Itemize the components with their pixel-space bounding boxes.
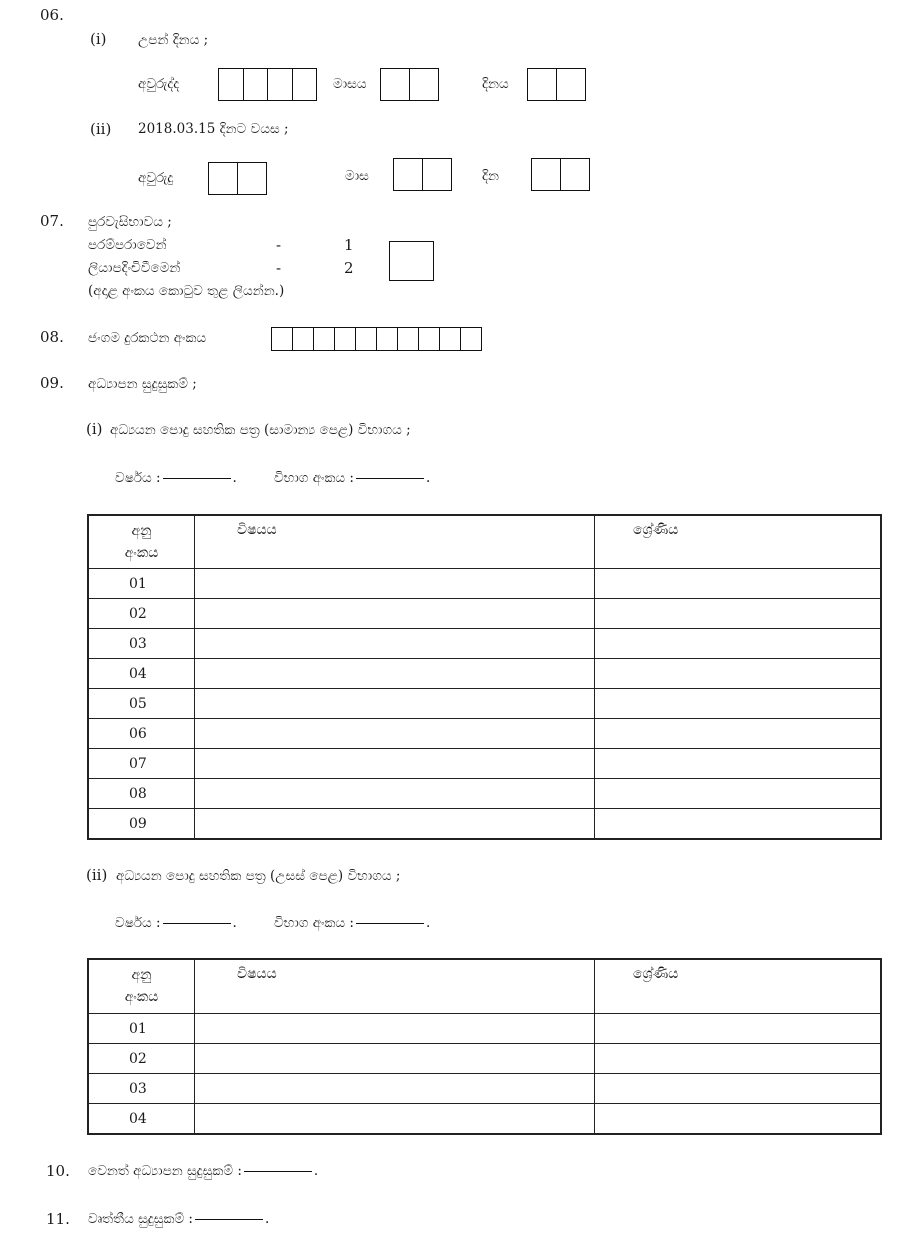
row-number: 07 (89, 749, 195, 779)
birth-month-boxes[interactable] (380, 68, 439, 101)
other-qualifications-label: වෙනත් අධ්‍යාපන සුදුසුකම් : (88, 1163, 242, 1179)
row-number: 03 (89, 1074, 195, 1104)
grade-cell[interactable] (595, 1074, 881, 1104)
grade-cell[interactable] (595, 779, 881, 809)
citizenship-option-dash: - (276, 236, 282, 254)
row-number: 09 (89, 809, 195, 839)
subject-cell[interactable] (195, 719, 595, 749)
birth-month-label: මාසය (333, 76, 367, 92)
subject-cell[interactable] (195, 1074, 595, 1104)
question-07-number: 07. (40, 212, 64, 230)
al-table-header (89, 960, 881, 1014)
question-11-number: 11. (46, 1210, 70, 1228)
other-qualifications-period: . (313, 1163, 319, 1179)
other-qualifications-row (88, 1163, 318, 1179)
grade-cell[interactable] (595, 689, 881, 719)
ol-year-label: වර්ෂය : (115, 470, 161, 486)
table-row (89, 569, 881, 599)
ol-index-blank[interactable] (356, 478, 424, 479)
citizenship-label: පුරවැසිභාවය ; (88, 214, 172, 230)
table-row (89, 659, 881, 689)
age-years-boxes[interactable] (208, 162, 267, 195)
subject-cell[interactable] (195, 779, 595, 809)
subject-header: විෂයය (195, 960, 595, 1014)
question-08-number: 08. (40, 328, 64, 346)
table-row (89, 689, 881, 719)
row-number: 04 (89, 659, 195, 689)
row-number: 04 (89, 1104, 195, 1134)
professional-qualifications-row (88, 1211, 269, 1227)
subject-cell[interactable] (195, 1014, 595, 1044)
serial-number-header: අනු අංකය (89, 960, 195, 1014)
age-months-label: මාස (345, 168, 369, 184)
row-number: 02 (89, 1044, 195, 1074)
ol-exam-title: අධ්‍යයන පොදු සහතික පත්‍ර (සාමාන්‍ය පෙළ) විභාගය ; (110, 422, 411, 438)
ol-year-row (115, 470, 237, 486)
ol-exam-marker: (i) (86, 420, 103, 438)
subject-cell[interactable] (195, 599, 595, 629)
grade-header: ශ්‍රේණිය (595, 960, 881, 1014)
age-months-boxes[interactable] (393, 158, 452, 191)
table-row (89, 1044, 881, 1074)
al-index-label: විභාග අංකය : (274, 915, 354, 931)
grade-cell[interactable] (595, 719, 881, 749)
row-number: 06 (89, 719, 195, 749)
grade-cell[interactable] (595, 629, 881, 659)
subject-cell[interactable] (195, 809, 595, 839)
professional-qualifications-label: වෘත්තීය සුදුසුකම් : (88, 1211, 193, 1227)
table-row (89, 779, 881, 809)
professional-qualifications-blank[interactable] (195, 1219, 263, 1220)
row-number: 02 (89, 599, 195, 629)
serial-number-header: අනු අංකය (89, 516, 195, 569)
row-number: 08 (89, 779, 195, 809)
al-index-period: . (425, 915, 431, 931)
grade-cell[interactable] (595, 569, 881, 599)
birth-day-boxes[interactable] (527, 68, 586, 101)
al-year-row (115, 915, 237, 931)
q06-part-ii-marker: (ii) (90, 120, 112, 138)
mobile-number-boxes[interactable] (271, 327, 482, 351)
mobile-number-label: ජංගම දුරකථන අංකය (88, 330, 207, 346)
row-number: 01 (89, 1014, 195, 1044)
citizenship-option-label: ලියාපදිංචිවීමෙන් (88, 260, 181, 276)
age-days-boxes[interactable] (531, 158, 590, 191)
grade-cell[interactable] (595, 1014, 881, 1044)
question-10-number: 10. (46, 1162, 70, 1180)
ol-index-label: විභාග අංකය : (274, 470, 354, 486)
al-year-period: . (232, 915, 237, 931)
subject-cell[interactable] (195, 689, 595, 719)
citizenship-option-code: 2 (344, 259, 354, 277)
citizenship-note: (අදාළ අංකය කොටුව තුළ ලියන්න.) (88, 283, 285, 299)
al-index-blank[interactable] (356, 923, 424, 924)
ol-year-period: . (232, 470, 237, 486)
question-09-number: 09. (40, 374, 64, 392)
al-exam-title: අධ්‍යයන පොදු සහතික පත්‍ර (උසස් පෙළ) විභාගය ; (116, 868, 401, 884)
birth-year-label: අවුරුද්ද (138, 76, 180, 92)
birth-day-label: දිනය (482, 76, 509, 92)
age-days-label: දින (482, 168, 499, 184)
al-year-label: වර්ෂය : (115, 915, 161, 931)
citizenship-code-box[interactable] (389, 241, 434, 281)
birth-year-boxes[interactable] (218, 68, 317, 101)
q06-part-i-marker: (i) (90, 30, 107, 48)
grade-cell[interactable] (595, 749, 881, 779)
subject-cell[interactable] (195, 659, 595, 689)
birth-date-label: උපන් දිනය ; (138, 32, 209, 48)
citizenship-option-dash: - (276, 259, 282, 277)
professional-qualifications-period: . (265, 1211, 270, 1227)
ol-results-table (88, 515, 881, 839)
al-exam-marker: (ii) (86, 866, 108, 884)
ol-index-row (274, 470, 430, 486)
grade-cell[interactable] (595, 599, 881, 629)
row-number: 05 (89, 689, 195, 719)
subject-cell[interactable] (195, 1044, 595, 1074)
question-06-number: 06. (40, 6, 64, 24)
grade-header: ශ්‍රේණිය (595, 516, 881, 569)
citizenship-option-label: පරම්පරාවෙන් (88, 237, 167, 253)
row-number: 01 (89, 569, 195, 599)
ol-index-period: . (425, 470, 431, 486)
table-row (89, 719, 881, 749)
subject-cell[interactable] (195, 749, 595, 779)
subject-cell[interactable] (195, 1104, 595, 1134)
grade-cell[interactable] (595, 659, 881, 689)
table-row (89, 749, 881, 779)
ol-year-blank[interactable] (163, 478, 231, 479)
table-row (89, 629, 881, 659)
table-row (89, 1074, 881, 1104)
table-row (89, 1014, 881, 1044)
education-qualifications-label: අධ්‍යාපන සුදුසුකම් ; (88, 376, 197, 392)
table-row (89, 599, 881, 629)
grade-cell[interactable] (595, 1044, 881, 1074)
ol-table-header (89, 516, 881, 569)
subject-cell[interactable] (195, 629, 595, 659)
grade-cell[interactable] (595, 1104, 881, 1134)
table-row (89, 809, 881, 839)
al-results-table (88, 959, 881, 1134)
age-years-label: අවුරුදු (138, 170, 174, 186)
subject-cell[interactable] (195, 569, 595, 599)
other-qualifications-blank[interactable] (244, 1171, 312, 1172)
al-index-row (274, 915, 430, 931)
table-row (89, 1104, 881, 1134)
citizenship-option-code: 1 (344, 236, 354, 254)
row-number: 03 (89, 629, 195, 659)
age-label: 2018.03.15 දිනට වයස ; (138, 121, 289, 137)
al-year-blank[interactable] (163, 923, 231, 924)
grade-cell[interactable] (595, 809, 881, 839)
subject-header: විෂයය (195, 516, 595, 569)
